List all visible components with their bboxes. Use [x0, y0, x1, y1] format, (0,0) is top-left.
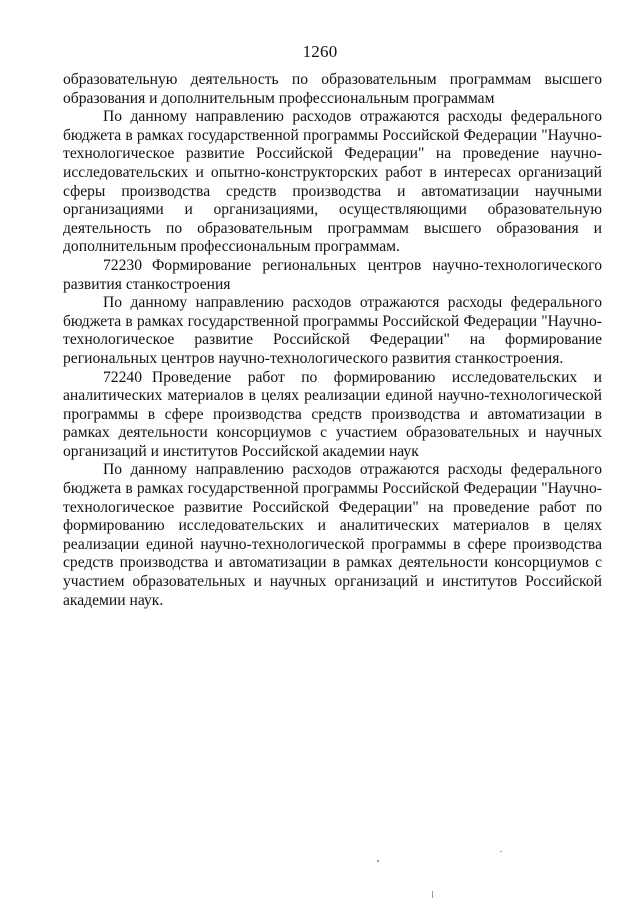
paragraph-code-title	[63, 369, 602, 462]
paragraph-description: По данному направлению расходов отражаются расходы федерального бюджета в рамках государственной программы Российской Федерации "Научно-технологическое развитие Российской Федерации" на проведение работ по формированию исследовательских и аналитических материалов в целях реализации единой научно-технологической программы в сфере производства средств производства и автоматизации в рамках деятельности консорциумов с участием образовательных и научных организаций и институтов Российской академии наук.	[63, 461, 602, 609]
code-title-text: Формирование региональных центров научно-технологического развития станкостроения	[63, 256, 602, 293]
scan-speck	[377, 860, 379, 862]
paragraph-code-title	[63, 257, 602, 294]
document-body	[63, 71, 602, 610]
scan-speck	[432, 891, 433, 898]
paragraph-description: По данному направлению расходов отражаются расходы федерального бюджета в рамках государственной программы Российской Федерации "Научно-технологическое развитие Российской Федерации" на формирование региональных центров научно-технологического развития станкостроения.	[63, 294, 602, 367]
budget-code: 72240	[103, 368, 142, 386]
code-title-text: Проведение работ по формированию исследовательских и аналитических материалов в целях реализации единой научно-технологической программы в сфере производства средств производства и автоматизации в рамках деятельности консорциумов с участием образовательных и научных организаций и институтов Российской академии наук	[63, 368, 602, 460]
page-number: 1260	[302, 42, 338, 61]
paragraph-description: По данному направлению расходов отражаются расходы федерального бюджета в рамках государственной программы Российской Федерации "Научно-технологическое развитие Российской Федерации" на проведение научно-исследовательских и опытно-конструкторских работ в интересах организаций сферы производства средств производства и автоматизации научными организациями и организациями, осуществляющими образовательную деятельность по образовательным программам высшего образования и дополнительным профессиональным программам.	[63, 108, 602, 256]
budget-code: 72230	[103, 256, 142, 274]
scan-speck	[500, 851, 502, 852]
paragraph-continuation: образовательную деятельность по образовательным программам высшего образования и дополнительным профессиональным программам	[63, 71, 602, 107]
